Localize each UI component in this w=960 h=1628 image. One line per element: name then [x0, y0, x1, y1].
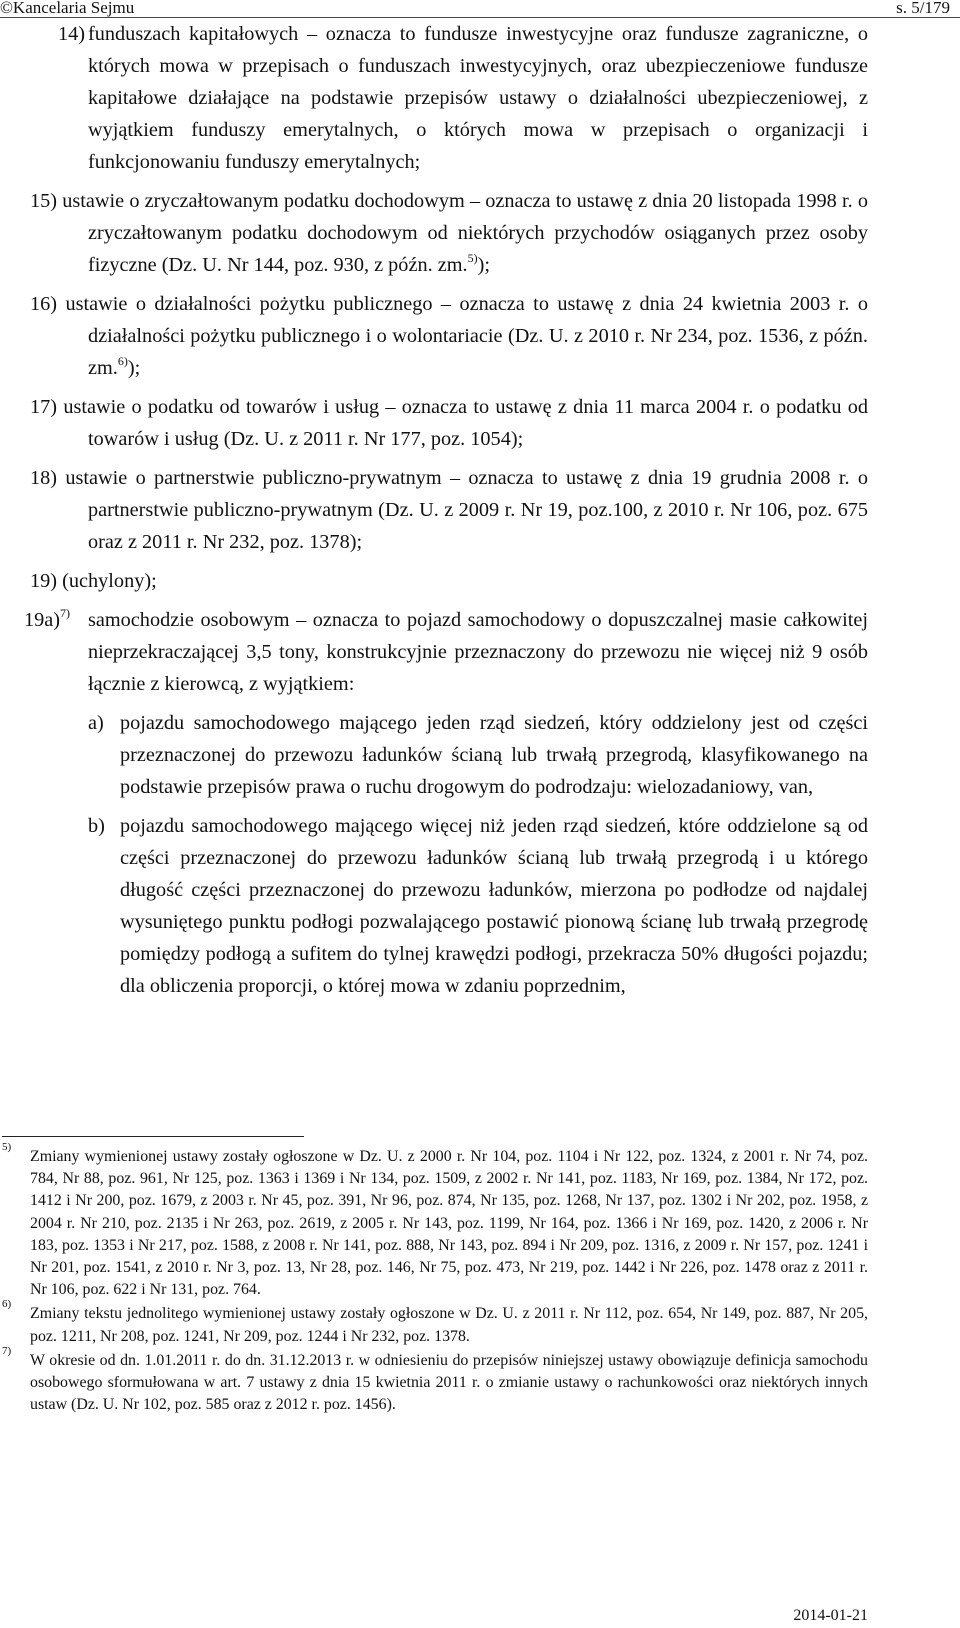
footnote-mark: 6) [2, 1298, 12, 1311]
item-text-end: ); [127, 357, 141, 379]
subitem-a [0, 707, 868, 803]
definition-item-14 [0, 18, 868, 178]
item-text: ustawie o podatku od towarów i usług – oznacza to ustawę z dnia 11 marca 2004 r. o podatku od towarów i usług (Dz. U. z 2011 r. Nr 177, poz. 1054); [63, 396, 868, 450]
footnote-ref[interactable]: 7) [60, 606, 71, 620]
definition-item-16 [0, 288, 868, 384]
subitem-text: pojazdu samochodowego mającego jeden rząd siedzeń, który oddzielony jest od części przeznaczonej do przewozu ładunków ścianą lub trwałą przegrodą, klasyfikowanego na podstawie przepisów prawa o ruchu drogowym do podrodzaju: wielozadaniowy, van, [120, 712, 868, 798]
footnote-7 [0, 1344, 868, 1417]
item-text: ustawie o partnerstwie publiczno-prywatnym – oznacza to ustawę z dnia 19 grudnia 2008 r. o partnerstwie publiczno-prywatnym (Dz. U. z 2009 r. Nr 19, poz.100, z 2010 r. Nr 106, poz. 675 oraz z 2011 r. Nr 232, poz. 1378); [65, 467, 868, 553]
item-number: 19a) [24, 609, 61, 631]
item-text-end: ); [477, 254, 490, 276]
footnote-6 [0, 1298, 868, 1347]
footnote-ref[interactable]: 6) [117, 354, 128, 368]
item-text: funduszach kapitałowych – oznacza to fundusze inwestycyjne oraz fundusze zagraniczne, o których mowa w przepisach o funduszach inwestycyjnych, oraz ubezpieczeniowe fundusze kapitałowe działające na podstawie przepisów ustawy o działalności ubezpieczeniowej, z wyjątkiem funduszy emerytalnych, o których mowa w przepisach o organizacji i funkcjonowaniu funduszy emerytalnych; [88, 23, 868, 173]
subitem-b [0, 810, 868, 1002]
footer-date: 2014-01-21 [793, 1607, 868, 1624]
legal-text-body [0, 18, 960, 1002]
item-number: 19) [30, 570, 58, 592]
footnotes [0, 1141, 960, 1416]
item-number: 16) [30, 293, 58, 315]
footnote-ref[interactable]: 5) [467, 251, 478, 265]
item-text: ustawie o działalności pożytku publicznego – oznacza to ustawę z dnia 24 kwietnia 2003 r. o działalności pożytku publicznego i o wolontariacie (Dz. U. z 2010 r. Nr 234, poz. 1536, z późn. zm. [65, 293, 869, 379]
page-number: s. 5/179 [896, 0, 950, 17]
footnote-text: Zmiany tekstu jednolitego wymienionej ustawy zostały ogłoszone w Dz. U. z 2011 r. Nr 112, poz. 654, Nr 149, poz. 887, Nr 205, poz. 1211, Nr 208, poz. 1241, Nr 209, poz. 1244 i Nr 232, poz. 1378. [30, 1305, 868, 1345]
subitem-text: pojazdu samochodowego mającego więcej niż jeden rząd siedzeń, które oddzielone są od części przeznaczonej do przewozu ładunków ścianą lub trwałą przegrodą i u którego długość części przeznaczonej do przewozu ładunków, mierzona po podłodze od najdalej wysuniętego punktu podłogi pozwalającego postawić pionową ścianę lub trwałą przegrodę pomiędzy podłogą a sufitem do tylnej krawędzi podłogi, przekracza 50% długości pojazdu; dla obliczenia proporcji, o której mowa w zdaniu poprzednim, [120, 815, 868, 997]
footnote-text: W okresie od dn. 1.01.2011 r. do dn. 31.12.2013 r. w odniesieniu do przepisów niniejszej ustawy obowiązuje definicja samochodu osobowego sformułowana w art. 7 ustawy z dnia 15 kwietnia 2011 r. o zmianie ustawy o rachunkowości oraz niektórych innych ustaw (Dz. U. Nr 102, poz. 585 oraz z 2012 r. poz. 1456). [30, 1351, 868, 1414]
item-number: 14) [58, 23, 86, 45]
subitem-label: b) [88, 815, 105, 837]
item-text: ustawie o zryczałtowanym podatku dochodowym – oznacza to ustawę z dnia 20 listopada 1998 r. o zryczałtowanym podatku dochodowym od niektórych przychodów osiąganych przez osoby fizyczne (Dz. U. Nr 144, poz. 930, z późn. zm. [62, 190, 868, 276]
item-number: 17) [30, 396, 58, 418]
definition-item-17 [0, 391, 868, 455]
item-number: 18) [30, 467, 58, 489]
definition-item-19 [0, 565, 868, 597]
definition-item-19a [0, 604, 868, 700]
footnote-separator [2, 1136, 304, 1137]
footnote-5 [0, 1141, 868, 1301]
header-source: ©Kancelaria Sejmu [0, 0, 135, 17]
footnote-text: Zmiany wymienionej ustawy zostały ogłoszone w Dz. U. z 2000 r. Nr 104, poz. 1104 i Nr 122, poz. 1324, z 2001 r. Nr 74, poz. 784, Nr 88, poz. 961, Nr 125, poz. 1363 i 1369 i Nr 134, poz. 1509, z 2002 r. Nr 141, poz. 1183, Nr 169, poz. 1384, Nr 172, poz. 1412 i Nr 200, poz. 1679, z 2003 r. Nr 45, poz. 391, Nr 96, poz. 874, Nr 135, poz. 1268, Nr 137, poz. 1302 i Nr 202, poz. 1958, z 2004 r. Nr 210, poz. 2135 i Nr 263, poz. 2619, z 2005 r. Nr 143, poz. 1199, Nr 164, poz. 1366 i Nr 169, poz. 1420, z 2006 r. Nr 183, poz. 1353 i Nr 217, poz. 1588, z 2008 r. Nr 141, poz. 888, Nr 143, poz. 894 i Nr 209, poz. 1316, z 2009 r. Nr 157, poz. 1241 i Nr 201, poz. 1541, z 2010 r. Nr 3, poz. 13, Nr 28, poz. 146, Nr 75, poz. 473, Nr 219, poz. 1442 i Nr 226, poz. 1478 oraz z 2011 r. Nr 106, poz. 622 i Nr 131, poz. 764. [30, 1148, 868, 1299]
footnote-mark: 7) [2, 1344, 12, 1357]
subitem-label: a) [88, 712, 104, 734]
item-text: (uchylony); [62, 570, 157, 592]
footnote-mark: 5) [2, 1141, 12, 1153]
definition-item-18 [0, 462, 868, 558]
definition-item-15 [0, 185, 868, 281]
item-number: 15) [30, 190, 58, 212]
item-text: samochodzie osobowym – oznacza to pojazd samochodowy o dopuszczalnej masie całkowitej nieprzekraczającej 3,5 tony, konstrukcyjnie przeznaczony do przewozu nie więcej niż 9 osób łącznie z kierowcą, z wyjątkiem: [88, 609, 868, 695]
